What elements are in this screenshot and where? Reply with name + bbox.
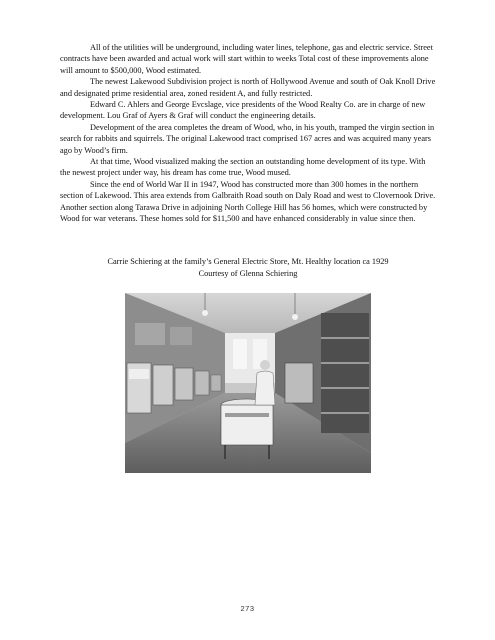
page-number: 273	[240, 604, 255, 613]
paragraph-1: All of the utilities will be underground, including water lines, telephone, gas and electric service. Street contracts have been awarded and actual work will start within to weeks Total cost of these improvements alone will amount to $500,000, Wood estimated.	[60, 43, 433, 75]
paragraph-4: Development of the area completes the dream of Wood, who, in his youth, tramped the virgin section in search for rabbits and squirrels. The original Lakewood tract comprised 167 acres and was acquired many years ago by Wood’s firm.	[60, 122, 435, 155]
photo-caption	[60, 256, 436, 279]
paragraph-5: At that time, Wood visualized making the section an outstanding home development of its type. With the newest project under way, his dream has come true, Wood mused.	[60, 157, 426, 178]
paragraph-2: The newest Lakewood Subdivision project is north of Hollywood Avenue and south of Oak Knoll Drive and designated prime residential area, zoned resident A, and fully restricted.	[60, 77, 436, 98]
caption-credit: Courtesy of Glenna Schiering	[198, 268, 298, 278]
store-interior-image	[125, 293, 371, 473]
paragraph-6: Since the end of World War II in 1947, Wood has constructed more than 300 homes in the northern section of Lakewood. This area extends from Galbraith Road south on Daly Road and west to Clovernook Drive. Another section along Tarawa Drive in adjoining North College Hill has 56 homes, which were constructed by Wood for war veterans. These homes sold for $11,500 and have enhanced considerably in value since then.	[60, 179, 436, 224]
paragraph-3: Edward C. Ahlers and George Evcslage, vice presidents of the Wood Realty Co. are in charge of new development. Lou Graf of Ayers & Graf will conduct the engineering details.	[60, 100, 426, 121]
body-text	[60, 42, 436, 225]
store-photo	[125, 293, 371, 473]
caption-line-1: Carrie Schiering at the family’s General Electric Store, Mt. Healthy location ca 1929	[107, 257, 389, 266]
